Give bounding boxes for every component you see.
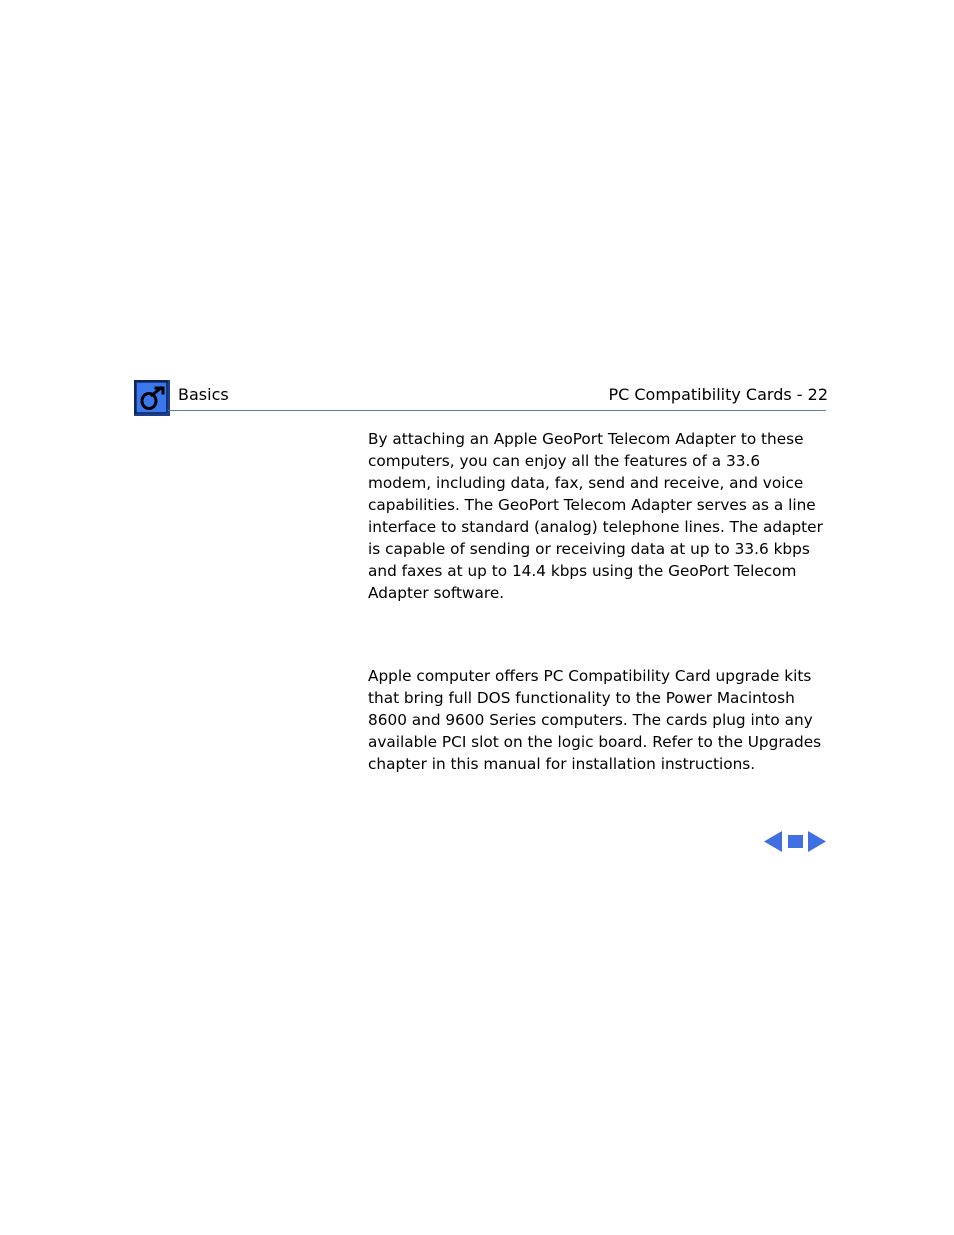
page-navigation bbox=[764, 831, 826, 852]
page-reference: PC Compatibility Cards - 22 bbox=[608, 385, 828, 404]
body-paragraph-geoport: By attaching an Apple GeoPort Telecom Adapter to these computers, you can enjoy all the features of a 33.6 modem, including data, fax, send and receive, and voice capabilities. The GeoPort Telecom Adapter serves as a line interface to standard (analog) telephone lines. The adapter is capable of sending or receiving data at up to 33.6 kbps and faxes at up to 14.4 kbps using the GeoPort Telecom Adapter software. bbox=[368, 430, 823, 602]
body-paragraph-pc-compatibility: Apple computer offers PC Compatibility Card upgrade kits that bring full DOS functionality to the Power Macintosh 8600 and 9600 Series computers. The cards plug into any available PCI slot on the logic board. Refer to the Upgrades chapter in this manual for installation instructions. bbox=[368, 667, 822, 773]
apple-service-logo-icon bbox=[134, 380, 170, 416]
square-icon[interactable] bbox=[788, 835, 803, 848]
triangle-right-icon[interactable] bbox=[808, 831, 826, 852]
triangle-left-icon[interactable] bbox=[764, 831, 782, 852]
header-divider bbox=[168, 410, 826, 411]
section-title: Basics bbox=[178, 385, 229, 404]
